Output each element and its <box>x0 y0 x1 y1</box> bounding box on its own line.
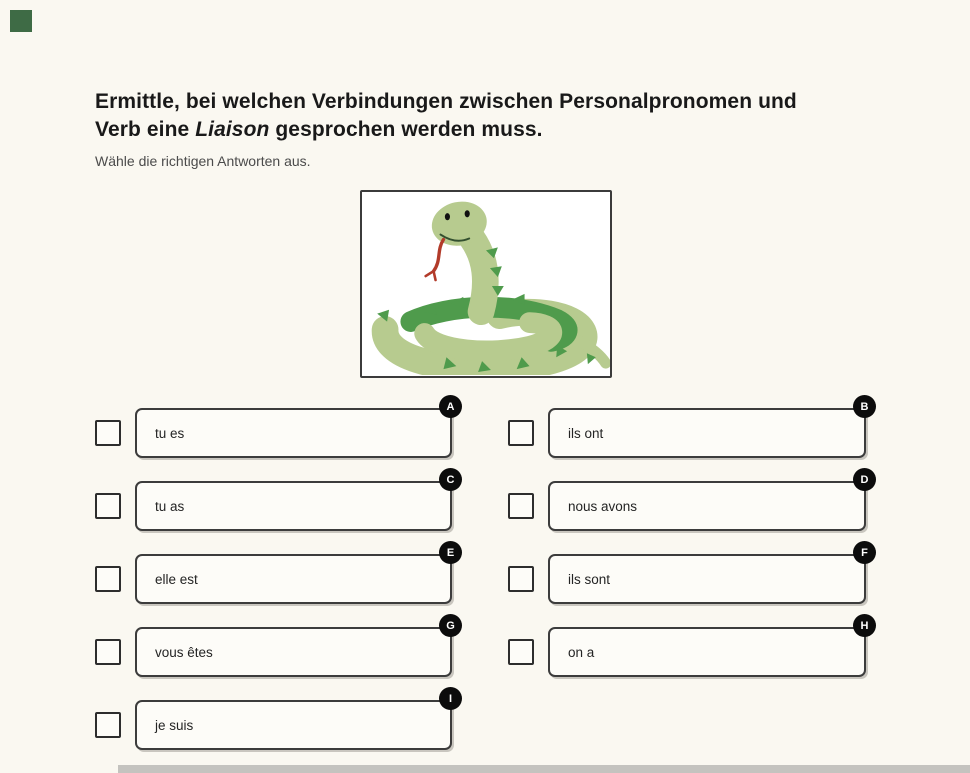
answer-option-h[interactable] <box>548 619 869 677</box>
answer-checkbox-b[interactable] <box>508 420 534 446</box>
task-title-italic-term: Liaison <box>195 117 270 141</box>
answer-option-e[interactable] <box>135 546 455 604</box>
snake-illustration <box>362 193 610 375</box>
letter-badge-f: F <box>853 541 876 564</box>
answer-checkbox-f[interactable] <box>508 566 534 592</box>
letter-badge-e: E <box>439 541 462 564</box>
answer-option-c[interactable] <box>135 473 455 531</box>
option-row-f <box>508 546 868 604</box>
answer-label-h: on a <box>568 644 595 660</box>
answer-option-g[interactable] <box>135 619 455 677</box>
task-header <box>95 88 905 169</box>
options-column-right <box>508 400 869 700</box>
option-row-h <box>508 619 869 677</box>
answer-option-f[interactable] <box>548 546 868 604</box>
task-title-line1: Ermittle, bei welchen Verbindungen zwischen Personalpronomen und <box>95 90 797 113</box>
answer-checkbox-h[interactable] <box>508 639 534 665</box>
task-title <box>95 88 905 144</box>
letter-badge-h: H <box>853 614 876 637</box>
answer-option-d[interactable] <box>548 473 869 531</box>
option-row-a <box>95 400 455 458</box>
option-row-b <box>508 400 869 458</box>
answer-option-b[interactable] <box>548 400 869 458</box>
answer-checkbox-e[interactable] <box>95 566 121 592</box>
answer-label-f: ils sont <box>568 571 611 587</box>
letter-badge-a: A <box>439 395 462 418</box>
option-row-e <box>95 546 455 604</box>
option-row-c <box>95 473 455 531</box>
answer-checkbox-g[interactable] <box>95 639 121 665</box>
bottom-scrollbar-track[interactable] <box>118 765 970 773</box>
decorative-corner-square <box>10 10 32 32</box>
answer-label-e: elle est <box>155 571 198 587</box>
answer-option-i[interactable] <box>135 692 453 750</box>
answer-checkbox-a[interactable] <box>95 420 121 446</box>
option-row-i <box>95 692 453 750</box>
answer-checkbox-i[interactable] <box>95 712 121 738</box>
answer-label-d: nous avons <box>568 498 638 514</box>
answer-checkbox-d[interactable] <box>508 493 534 519</box>
option-row-d <box>508 473 869 531</box>
task-instruction: Wähle die richtigen Antworten aus. <box>95 152 311 169</box>
answer-label-c: tu as <box>155 498 185 514</box>
answer-option-a[interactable] <box>135 400 455 458</box>
answer-checkbox-c[interactable] <box>95 493 121 519</box>
answer-label-i: je suis <box>155 717 194 733</box>
answer-label-a: tu es <box>155 425 185 441</box>
letter-badge-c: C <box>439 468 462 491</box>
task-title-line2-post: gesprochen werden muss. <box>269 117 543 141</box>
exercise-image-card <box>360 190 612 378</box>
letter-badge-i: I <box>439 687 462 710</box>
letter-badge-g: G <box>439 614 462 637</box>
answer-label-g: vous êtes <box>155 644 213 660</box>
task-title-line2-pre: Verb eine <box>95 117 196 141</box>
answer-label-b: ils ont <box>568 425 604 441</box>
letter-badge-b: B <box>853 395 876 418</box>
option-row-g <box>95 619 455 677</box>
options-column-left <box>95 400 455 773</box>
letter-badge-d: D <box>853 468 876 491</box>
